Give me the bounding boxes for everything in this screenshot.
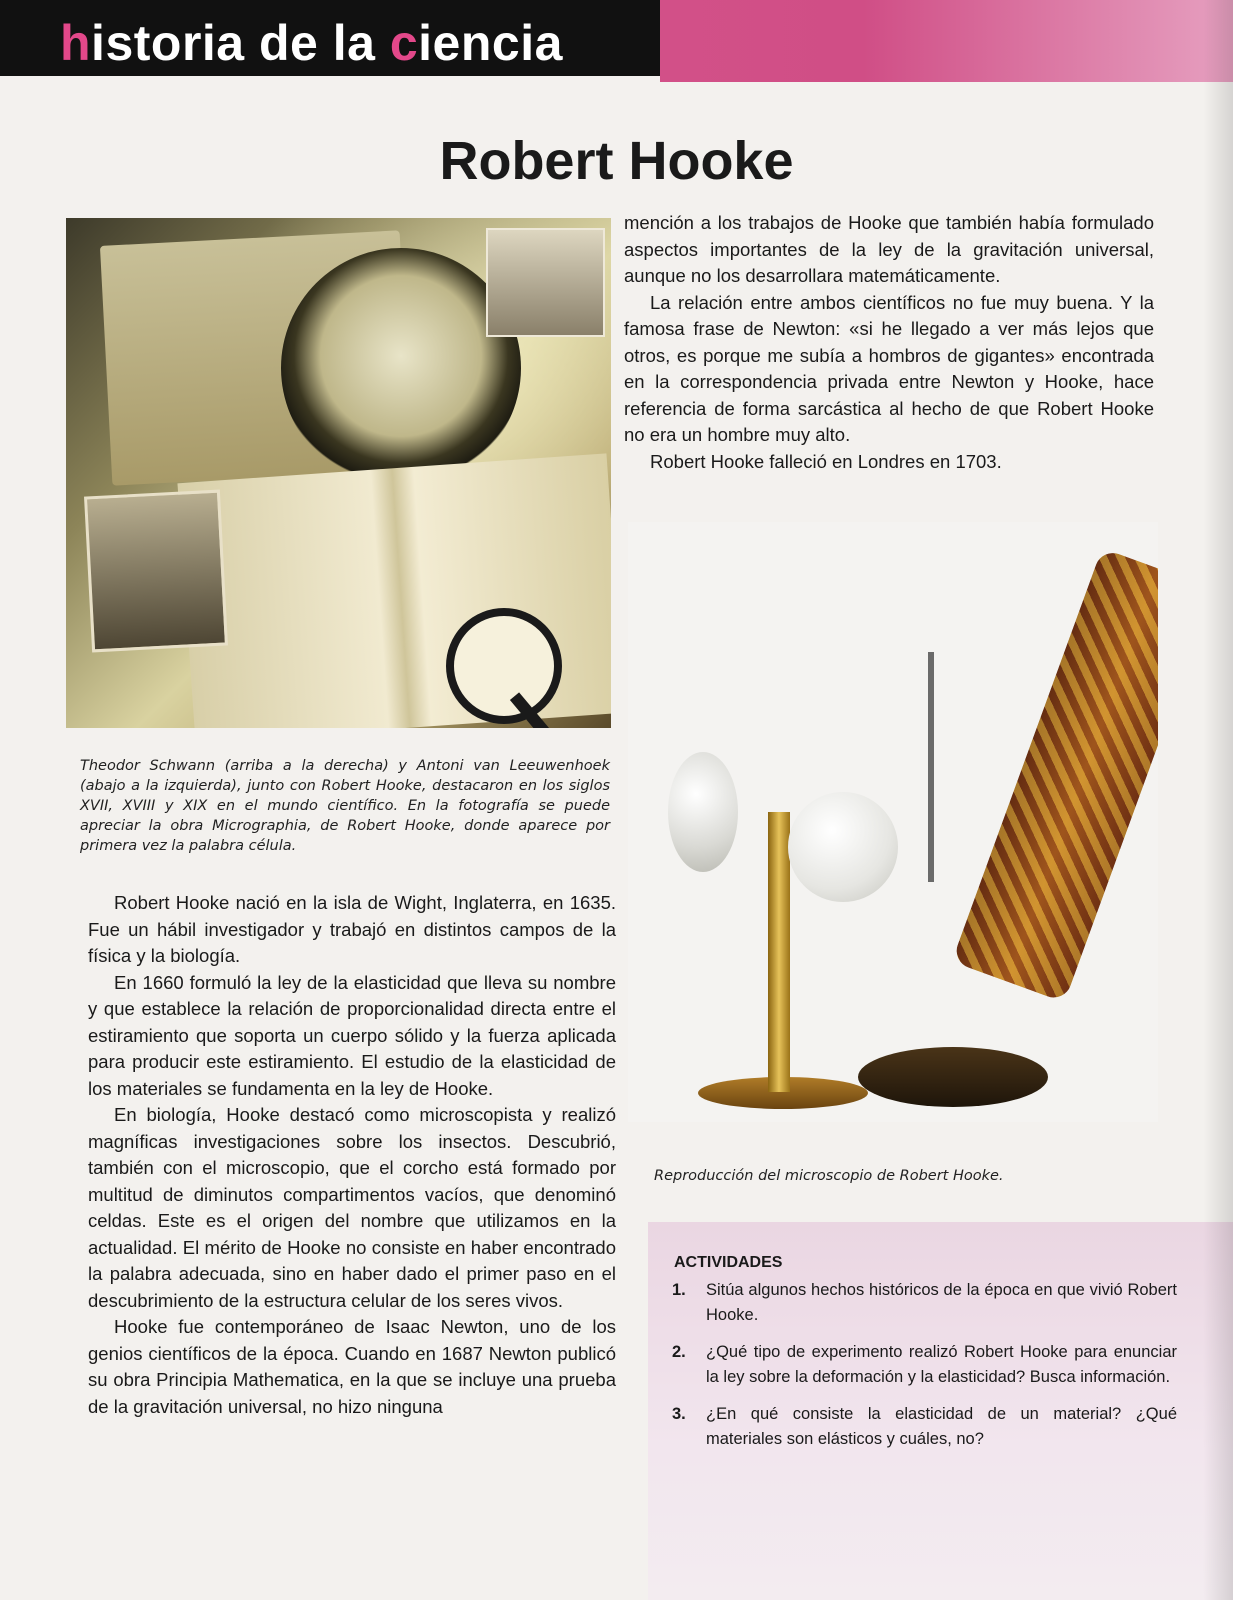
paragraph: En 1660 formuló la ley de la elasticidad que lleva su nombre y que establece la relación de proporcionalidad directa entre el estiramiento que soporta un cuerpo sólido y la fuerza aplicada para producir este estiramiento. El estudio de la elasticidad de los materiales se fundamenta en la ley de Hooke. (88, 971, 616, 1099)
condenser-globe (788, 792, 898, 902)
photo-magnifier-lens (446, 608, 562, 724)
activity-item (672, 1402, 1177, 1452)
page-title: Robert Hooke (439, 131, 794, 191)
paragraph: Hooke fue contemporáneo de Isaac Newton, uno de los genios científicos de la época. Cuando en 1687 Newton publicó su obra Principia Mathematica, en la que se incluye una prueba de la gravitación universal, no hizo ninguna (88, 1316, 616, 1417)
microscope-base (858, 1047, 1048, 1107)
paragraph: La relación entre ambos científicos no fue muy buena. Y la famosa frase de Newton: «si he llegado a ver más lejos que otros, es porque me subía a hombros de gigantes» encontrada en la correspondencia privada entre Newton y Hooke, hace referencia de forma sarcástica al hecho de que Robert Hooke no era un hombre muy alto. (624, 291, 1154, 445)
section-tab (0, 0, 660, 82)
section-title-initial-c: c (389, 15, 419, 71)
microscope-rod (928, 652, 934, 882)
right-column (624, 210, 1154, 475)
section-title-part: iencia (418, 15, 563, 71)
activities-list (672, 1278, 1177, 1464)
paragraph: Robert Hooke nació en la isla de Wight, Inglaterra, en 1635. Fue un hábil investigador y trabajó en distintos campos de la física y la biología. (88, 892, 616, 966)
activities-box (648, 1222, 1233, 1600)
microscope-photo (628, 522, 1158, 1122)
caption-books-photo: Theodor Schwann (arriba a la derecha) y Antoni van Leeuwenhoek (abajo a la izquierda), junto con Robert Hooke, destacaron en los siglos XVII, XVIII y XIX en el mundo científico. En la fotografía se puede apreciar la obra Micrographia, de Robert Hooke, donde aparece por primera vez la palabra célula. (80, 758, 610, 854)
activity-item (672, 1340, 1177, 1390)
paragraph: Robert Hooke falleció en Londres en 1703. (650, 450, 1002, 472)
activity-number: 2. (672, 1343, 686, 1361)
paragraph: mención a los trabajos de Hooke que también había formulado aspectos importantes de la ley de la gravitación universal, aunque no los desarrollara matemáticamente. (624, 212, 1154, 286)
photo-cork-cells-drawing (281, 248, 521, 488)
caption-microscope-photo: Reproducción del microscopio de Robert Hooke. (654, 1168, 1004, 1184)
photo-schwann-portrait (486, 228, 605, 337)
activities-title: ACTIVIDADES (674, 1254, 783, 1271)
page-gutter-shadow (1203, 0, 1233, 1600)
activity-number: 1. (672, 1281, 686, 1299)
section-title-initial-h: h (60, 15, 92, 71)
left-column (88, 890, 616, 1420)
activity-text: ¿En qué consiste la elasticidad de un material? ¿Qué materiales son elásticos y cuáles, no? (706, 1405, 1177, 1448)
section-title (60, 14, 563, 72)
section-title-part: istoria de la (91, 15, 390, 71)
lamp-bulb (668, 752, 738, 872)
paragraph: En biología, Hooke destacó como microscopista y realizó magníficas investigaciones sobre los insectos. Descubrió, también con el microscopio, que el corcho está formado por multitud de diminutos compartimentos vacíos, que denominó celdas. Este es el origen del nombre que utilizamos en la actualidad. El mérito de Hooke no consiste en haber encontrado la palabra adecuada, sino en haber dado el primer paso en el descubrimiento de la estructura celular de los seres vivos. (88, 1104, 616, 1311)
activity-item (672, 1278, 1177, 1328)
activity-number: 3. (672, 1405, 686, 1423)
activity-text: Sitúa algunos hechos históricos de la época en que vivió Robert Hooke. (706, 1281, 1177, 1324)
micrographia-books-photo (66, 218, 611, 728)
photo-leeuwenhoek-portrait (84, 490, 228, 653)
activity-text: ¿Qué tipo de experimento realizó Robert Hooke para enunciar la ley sobre la deformación y la elasticidad? Busca información. (706, 1343, 1177, 1386)
lamp-stand (768, 812, 790, 1092)
microscope-tube (952, 548, 1158, 1003)
